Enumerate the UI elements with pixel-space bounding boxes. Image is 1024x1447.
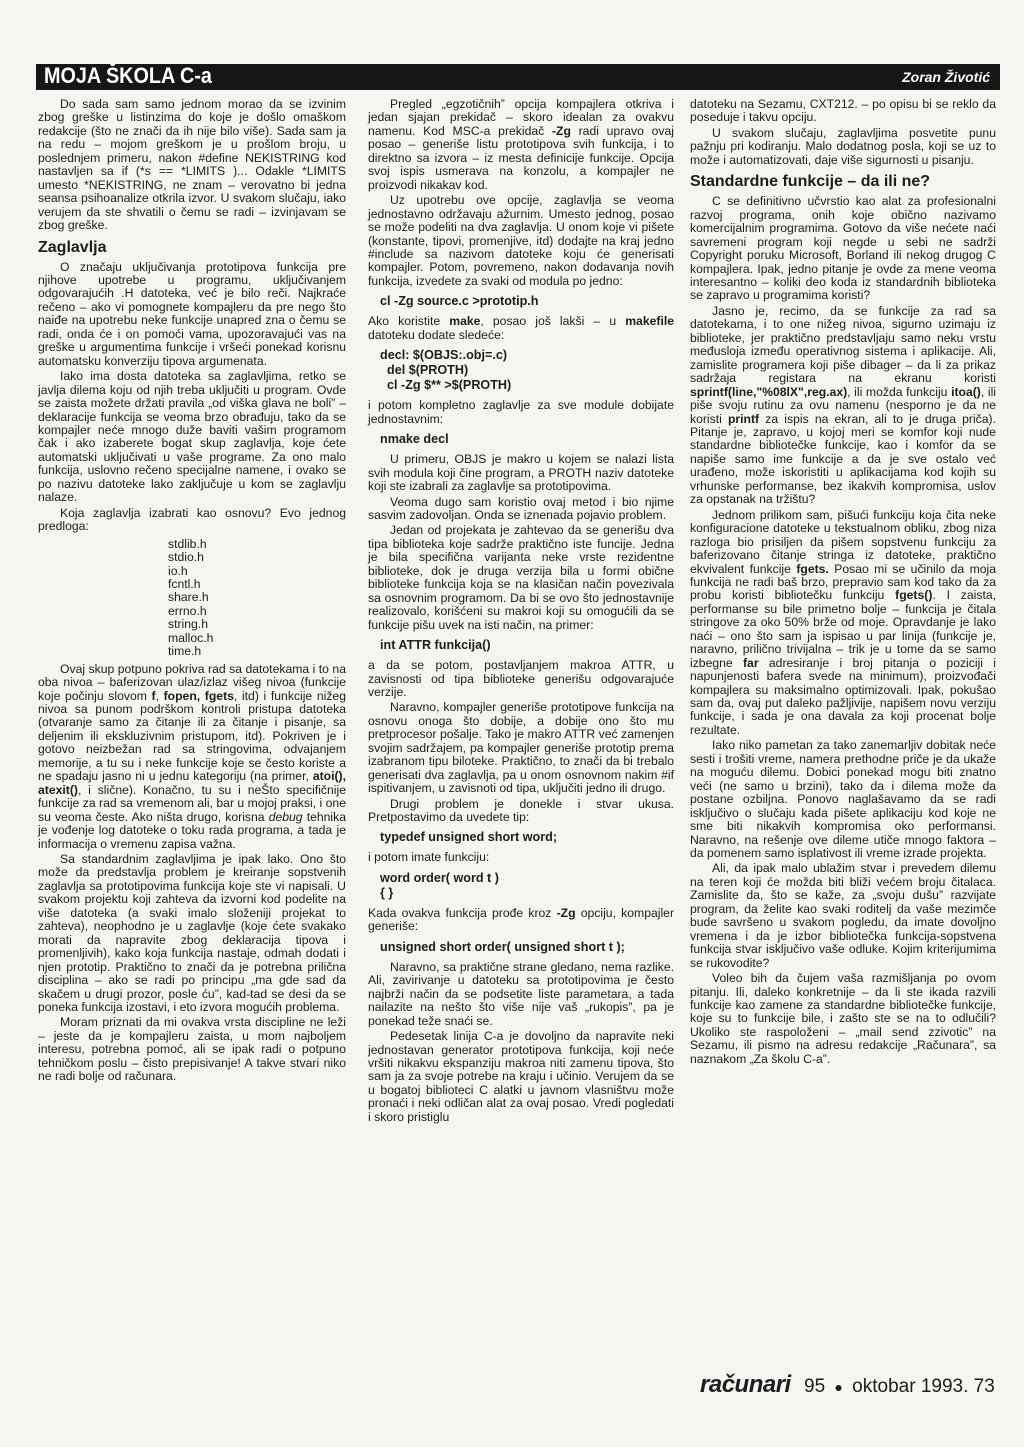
issue-number: 95 — [804, 1376, 826, 1397]
code-inline: makefile — [625, 314, 674, 329]
code-line: unsigned short order( unsigned short t ); — [380, 939, 625, 954]
paragraph: Kada ovakva funkcija prođe kroz -Zg opciju, kompajler generiše: — [368, 905, 675, 934]
list-item: stdio.h — [168, 550, 204, 565]
paragraph: Veoma dugo sam koristio ovaj metod i bio njime sasvim zadovoljan. Onda se iznenada pojavio problem. — [368, 494, 674, 522]
paragraph: Drugi problem je donekle i stvar ukusa. Pretpostavimo da uvedete tip: — [368, 796, 674, 825]
paragraph: Pedesetak linija C-a je dovoljno da napravite neki jednostavan generator prototipova funkcija, koji neće vršiti nikakvu ekspanziju makroa niti zamenu tipova, što sam ja za svoje potrebe na kraju i učinio. Verujem da se u bogatoj biblioteci C alatki u javnom vlasništvu može pronaći i neki odličan alat za ovaj posao. Vredi pogledati i skoro pristiglu — [368, 1029, 674, 1124]
code-line: del $(PROTH) — [380, 363, 469, 378]
code-inline: f — [151, 688, 156, 703]
paragraph: Jedan od projekata je zahtevao da se generišu dva tipa biblioteka koje sadrže praktično iste funcije. Jedna je bila specifična varijanta neke vrste rezidentne biblioteke, dok je druga verzija bila u formi obične biblioteke funkcija koja se na klasičan način povezivala sa osnovnim programom. Da bi se ovo što jednostavnije realizovalo, korišćeni su makroi koji su omogućili da se funkcije pišu uvek na isti način, na primer: — [368, 523, 674, 632]
paragraph: U svakom slučaju, zaglavljima posvetite punu pažnju pri kodiranju. Malo dodatnog posla, koji se uz to može i automatizovati, daje više sigurnosti u pisanju. — [690, 125, 996, 167]
paragraph: Voleo bih da čujem vaša razmišljanja po ovom pitanju. Ili, daleko konkretnije – da li ste ikada razvili funkcije kao zamene za standardne bibliotečke funkcije, koje su to funkcije bile, i zašto ste se na to odlučili? Ukoliko ste raspoloženi – „mail send zzivotic” na Sezamu, ili pismo na adresu redakcije „Računara”, sa naznakom „Za školu C-a”. — [690, 971, 996, 1066]
paragraph: Iako niko pametan za tako zanemarljiv dobitak neće sesti i trošiti vreme, namera prethodne priče je da ukaže na moguću dilemu. Dobici ponekad mogu biti znatno veći (ne samo u brzini), tako da i dilema može da postane ozbiljna. Ponovo naglašavamo da se radi isključivo o slučaju kada pišete aplikaciju kod koje ne sme biti nikakvih kompromisa oko performansi. Naravno, na rešenje ove dileme utiče mnogo faktora – da pomenem samo isplativost ili vreme izrade projekta. — [690, 738, 996, 861]
paragraph: Jednom prilikom sam, pišući funkciju koja čita neke konfiguracione datoteke u tekstualnom obliku, zbog niza razloga bio prisiljen da pišem sopstvenu funkciju za baferizovano čitanje stringa iz datoteke, praktično ekvivalent funkcije fgets. Posao mi se učinilo da moja funkcija ne radi baš brzo, prepravio sam kod tako da za probu koristi bibliotečku funkciju fgets(). I zaista, performanse su bile primetno bolje – funkcija je čitala stringove za oko 50% brže od moje. Opravdanje je lako naći – ono što sam ja ispisao u par linija (funkcije je, naravno, prilično trivijalna – trik je u tome da se samo izbegne far adresiranje i broj pitanja o poziciji i napunjenosti bafera svede na minimum), proizvođači kompajlera su maksimalno optimizovali. Ipak, pokušao sam da, ovaj put daleko pažljivije, napišem novu verziju funkcije, i sada je ona davala za koji procenat bolje rezultate. — [690, 507, 996, 737]
list-item: stdlib.h — [168, 536, 207, 551]
code-inline: fgets() — [895, 588, 933, 603]
header-bar — [36, 64, 1000, 90]
author-name: Zoran Životić — [902, 69, 990, 85]
emphasis: debug — [268, 809, 303, 824]
code-inline: far — [743, 655, 759, 670]
code-inline: itoa() — [951, 384, 981, 399]
paragraph: Ali, da ipak malo ublažim stvar i prevedem dilemu na teren koji će možda biti bliži većem broju čitalaca. Zamislite da, što se kaže, za „svoju dušu” razvijate program, da želite kao svaki roditelj da vaše mezimče bude savršeno u svakom pogledu, da imate dovoljno vremena i da je izbor bibliotečka funkcija-sopstvena funkcija stvar isključivo vaše odluke. Kojim kriterijumima se rukovodite? — [690, 861, 996, 970]
paragraph: Pregled „egzotičnih” opcija kompajlera otkriva i jedan sjajan prekidač – skoro idealan za ovakvu namenu. Kod MSC-a prekidač -Zg radi upravo ovaj posao – generiše listu prototipova svih funkcija, i to direktno sa izvora – iz mesta definicije funkcije. Opcija svoj ispis usmerava na konzolu, a kompajler ne proizvodi nikakav kod. — [368, 97, 674, 192]
list-item: io.h — [168, 563, 188, 578]
paragraph: Ako koristite make, posao još lakši – u makefile datoteku dodate sledeće: — [368, 314, 674, 342]
paragraph: Naravno, sa praktične strane gledano, nema razlike. Ali, zavirivanje u datoteku sa prototipovima je često najbrži način da se podsetite liste parametara, a tada nailazite na nešto što više nije vaš „rukopis”, pa je ponekad teže snaći se. — [368, 959, 674, 1028]
code-line: cl -Zg source.c >prototip.h — [380, 294, 539, 309]
column-1 — [38, 98, 346, 1086]
paragraph: a da se potom, postavljanjem makroa ATTR, u zavisnosti od tipa biblioteke generišu odgovarajuće verzije. — [368, 658, 674, 699]
series-title: MOJA ŠKOLA C-a — [44, 63, 212, 88]
list-item: errno.h — [168, 603, 207, 618]
list-item: fcntl.h — [168, 576, 201, 591]
header-file-list — [168, 538, 346, 659]
code-line: int ATTR funkcija() — [380, 638, 491, 653]
paragraph: Moram priznati da mi ovakva vrsta discipline ne leži – jeste da je kompajleru zaista, u mom najboljem interesu, potrebna pomoć, ali se ipak radi o potpuno tehničkom poslu – čisto prepisivanje! A takve stvari niko ne radi bolje od računara. — [38, 1015, 346, 1084]
paragraph: i potom kompletno zaglavlje za sve module dobijate jednostavnim: — [368, 398, 674, 426]
code-inline: sprintf(line,"%08lX",reg.ax) — [690, 384, 848, 399]
code-inline: fgets. — [796, 561, 829, 576]
page-footer — [700, 1371, 995, 1399]
column-3 — [690, 98, 996, 1068]
section-heading: Standardne funkcije – da ili ne? — [690, 173, 931, 191]
issue-date: oktobar 1993. — [852, 1376, 969, 1397]
section-heading: Zaglavlja — [38, 238, 107, 256]
list-item: string.h — [168, 617, 208, 632]
code-inline: fopen, fgets — [163, 688, 234, 703]
code-line: word order( word t ) — [380, 870, 499, 885]
code-line: cl -Zg $** >$(PROTH) — [380, 378, 512, 393]
code-inline: -Zg — [556, 905, 576, 920]
code-inline: -Zg — [551, 123, 571, 138]
paragraph: datoteku na Sezamu, CXT212. – po opisu bi se reklo da poseduje i takvu opciju. — [690, 97, 996, 125]
code-block — [380, 830, 674, 845]
code-block — [380, 348, 674, 393]
paragraph: C se definitivno učvrstio kao alat za profesionalni razvoj programa, onih koje obično nazivamo komercijalnim programima. Gotovo da više nećete naći savremeni program koji negde u sebi ne sadrži Copyright poruku Microsoft, Borland ili nekog drugog C kompajlera. Ipak, jedno pitanje je ovde za mene veoma interesantno – koliki deo koda iz standardnih biblioteka se zapravo u programima koristi? — [690, 194, 996, 303]
code-line: typedef unsigned short word; — [380, 830, 558, 845]
paragraph: Naravno, kompajler generiše prototipove funkcija na osnovu onoga što dobije, a dobije ono što mu pretprocesor pošalje. Tako je makro ATTR već zamenjen svojim sadržajem, pa kompajler generiše prototip prema izabranom tipu biloteke. Praktično, to znači da bi trebalo generisati dva zaglavlja, pa u onom osnovnom nakim #if ispitivanjem, u zavisnoti od tipa, uključiti jedno ili drugo. — [368, 700, 674, 796]
paragraph: Koja zaglavlja izabrati kao osnovu? Evo jednog predloga: — [38, 505, 346, 534]
paragraph: U primeru, OBJS je makro u kojem se nalazi lista svih modula koji čine program, a PROTH naziv datoteke koji ste izabrali za zaglavlje sa prototipovima. — [368, 452, 674, 494]
list-item: time.h — [168, 644, 202, 659]
paragraph: Iako ima dosta datoteka sa zaglavljima, retko se javlja dilema koju od njih treba uključiti u program. Ovde se zaista možete držati pravila „od viška glava ne boli” – deklaracije funkcija se veoma brzo obrađuju, tako da se kompajler neće mnogo duže baviti vašim programom čak i ako izaberete bogat skup zaglavlja, koje ćete automatski uključivati u vaše programe. Za ono malo funkcija, uslovno rečeno specijalne namene, i ovako se po nazivu datoteke lako zaključuje u kom se zaglavlju nalaze. — [38, 369, 346, 505]
code-block — [380, 294, 674, 309]
list-item: share.h — [168, 590, 209, 605]
paragraph: Uz upotrebu ove opcije, zaglavlja se veoma jednostavno održavaju ažurnim. Umesto jednog, posao se može podeliti na dva zaglavlja. U onom koje vi pišete (konstante, tipovi, promenjive, itd) dodajte na kraj jedno #include sa nazivom datoteke koju će generisati kompajler. Potom, povremeno, nakon dodavanja novih funkcija, izvedete za svaki od modula po jedno: — [368, 193, 674, 288]
code-line: { } — [380, 885, 394, 900]
list-item: malloc.h — [168, 630, 214, 645]
code-block — [380, 940, 674, 955]
paragraph: Sa standardnim zaglavljima je ipak lako. Ono što može da predstavlja problem je kreiranje sopstvenih zaglavlja sa prototipovima funkcija koje ste vi napisali. U svakom projektu koji zahteva da izvorni kod podelite na više datoteka (a svaki imalo složeniji projekat to zahteva), neophodno je u zaglavlje (koje ćete svakako morati da napravite zbog deklaracija tipova i promenljivih), kako koja funkcija nastaje, odmah dodati i njen prototip. Praktično to znači da je potrebna prilična disciplina – ako se radi po principu „ma gde sad da skačem u drugi prozor, posle ću”, kad-tad se desi da se poneka funkcija izostavi, i eto izvora mogućih problema. — [38, 852, 346, 1014]
magazine-logo: računari — [700, 1371, 791, 1398]
code-line: decl: $(OBJS:.obj=.c) — [380, 348, 508, 363]
code-inline: printf — [727, 411, 760, 426]
code-line: nmake decl — [380, 432, 449, 447]
bullet-icon: ● — [834, 1379, 843, 1395]
paragraph: Ovaj skup potpuno pokriva rad sa datotekama i to na oba nivoa – baferizovan ulaz/izlaz višeg nivoa (funkcije koje počinju slovom f, fopen, fgets, itd) i funkcije nižeg nivoa sa punom podrškom kontroli pristupa datoteka (otvaranje samo za čitanje ili za čitanje i pisanje, sa deljenim ili ekskluzivnim pristupom, itd). Pokriven je i gotovo neizbežan rad sa stringovima, odvajanjem memorije, a tu su i neke funkcije koje se često koriste a ne spadaju jasno ni u jednu kategoriju (na primer, atoi(), atexit(), i slične). Konačno, tu su i neŠto specifičnije funkcije za rad sa vremenom ali, bar u mojoj praksi, i one su veoma česte. Ako ništa drugo, korisna debug tehnika je vođenje log datoteke o toku rada programa, a tada je informacija o vremenu zapisa važna. — [38, 661, 346, 851]
code-inline: make — [449, 314, 481, 329]
code-block — [380, 432, 674, 447]
code-block — [380, 871, 674, 901]
code-block — [380, 638, 674, 653]
paragraph: O značaju uključivanja prototipova funkcija pre njihove upotrebe u programu, uključivanjem odgovarajućih .H datoteka, već je bilo reči. Najkraće rečeno – ako vi pomognete kompajleru da pre nego što naiđe na upotrebu neke funkcije unapred zna o čemu se radi, onda će i on pomoći vama, upozoravajući vas na greške u argumentima funkcije i vršeći ponekad korisnu automatsku konverziju tipova argumenata. — [38, 259, 346, 368]
page-number: 73 — [973, 1376, 995, 1397]
paragraph: i potom imate funkciju: — [368, 850, 490, 865]
paragraph: Do sada sam samo jednom morao da se izvinim zbog greške u listinzima do koje je došlo omaškom redakcije (što ne znači da ih nije bilo više). Sada sam ja na redu – mojom greškom je u prošlom broju, u poslednjem primeru, nakon #define NEKISTRING kod nastavljen sa if (*s == *LIMITS )... Odakle *LIMITS umesto *NEKISTRING, ne znam – verovatno bi jedna seansa psihoanalize otkrila izvor. U svakom slučaju, iako verujem da ste shvatili o čemu se radi – izvinjavam se zbog greške. — [38, 97, 346, 233]
paragraph: Jasno je, recimo, da se funkcije za rad sa datotekama, i to one nižeg nivoa, sigurno uzimaju iz biblioteke, jer praktično predstavljaju samo neku vrstu međusloja između operativnog sistema i aplikacije. Ali, zamislite programera koji piše dibager – da li za prikaz sadržaja registara na ekranu koristi sprintf(line,"%08lX",reg.ax), ili možda funkciju itoa(), ili piše svoju rutinu za ovu namenu (nesporno je da ne koristi printf za ispis na ekran, ali to je druga priča). Pitanje je, zapravo, u kojoj meri se komfor koji nude standardne bibliotečke funkcije, kao i komfor da se napiše samo ime funkcije a da je sve ostalo već urađeno, može iskoristiti u aplikacijama kod kojih su vrhunske performanse, bez ikakvih kompromisa, uslov za opstanak na tržištu? — [690, 303, 996, 507]
column-2 — [368, 98, 674, 1126]
code-inline: atoi(), atexit() — [38, 769, 346, 797]
